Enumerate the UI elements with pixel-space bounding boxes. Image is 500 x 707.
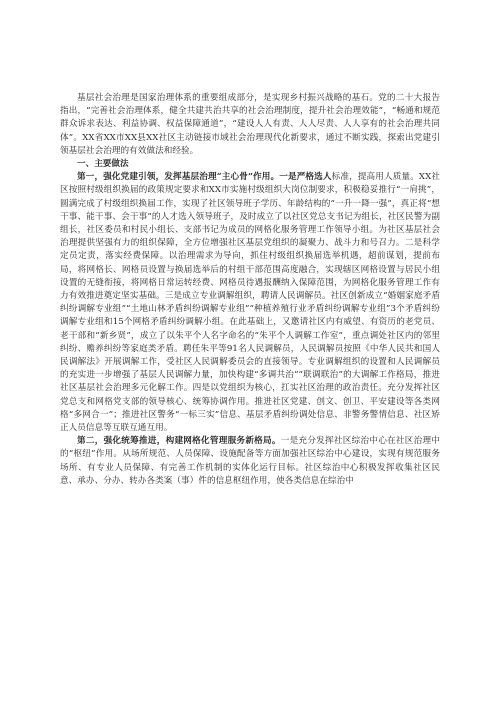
paragraph-2-lead: 第二，强化统筹推进，构建网格化管理服务新格局。 (77, 436, 281, 447)
paragraph-2 (60, 435, 440, 488)
intro-paragraph: 基层社会治理是国家治理体系的重要组成部分，是实现乡村振兴战略的基石。党的二十大报告指出，“完善社会治理体系，健全共建共治共享的社会治理制度，提升社会治理效能”，“畅通和规范群众诉求表达、利益协调、权益保障通道”，“建设人人有责、人人尽责、人人享有的社会治理共同体”。XX省XX市XX县XX社区主动链接市域社会治理现代化新要求，通过不断实践，探索出党建引领基层社会治理的有效做法和经验。 (60, 93, 440, 156)
section-heading: 一、主要做法 (77, 159, 129, 170)
paragraph-1-lead: 第一，强化党建引领，发挥基层治理“主心骨”作用。一是严格选人 (77, 172, 332, 183)
paragraph-1 (60, 171, 440, 435)
paragraph-1-text: 标准，提高用人质量。XX社区按照村级组织换届的政策规定要求和XX市实施村级组织大岗位制要求，积极稳妥推行“一肩挑”，圆满完成了村级组织换届工作，实现了社区领导班子学历、年龄结构的“一升一降一强”，真正将“想干事、能干事、会干事”的人才选入领导班子，及时成立了以社区党总支书记为组长，社区民警为副组长，社区委员和村民小组长、支部书记为成员的网格化服务管理工作领导小组。为社区基层社会治理提供坚强有力的组织保障，全方位增强社区基层党组织的凝聚力、战斗力和号召力。二是科学定员定责，落实经费保障。以治理需求为导向，抓住村级组织换届选举机遇，超前谋划，提前布局，将网格长、网格员设置与换届选举后的村组干部范围高度融合，实现辖区网格设置与居民小组设置的无缝衔接，将网格日常运转经费、网格员待遇报酬纳入保障范围，为网格化服务管理工作有力有效推进奠定坚实基础。三是成立专业调解组织，聘请人民调解员。社区创新成立“婚姻家庭矛盾纠纷调解专业组”“土地山林矛盾纠纷调解专业组”“种植养殖行业矛盾纠纷调解专业组”3个矛盾纠纷调解专业组和15个网格矛盾纠纷调解小组。在此基础上，又邀请社区内有威望、有资历的老党员、老干部和“新乡贤”，成立了以朱平个人名字命名的“朱平个人调解工作室”，重点调处社区内的邻里纠纷、赡养纠纷等家庭类矛盾。聘任朱平等91名人民调解员，人民调解员按照《中华人民共和国人民调解法》开展调解工作，受社区人民调解委员会的直接领导。专业调解组织的设置和人民调解员的充实进一步增强了基层人民调解力量，加快构建“多调共治”“联调联治”的大调解工作格局，推进社区基层社会治理多元化解工作。四是以党组织为核心，扛实社区治理的政治责任。充分发挥社区党总支和网格党支部的领导核心、统筹协调作用。推进社区党建、创文、创卫、平安建设等各类网格“多网合一”；推进社区警务“一标三实”信息、基层矛盾纠纷调处信息、非警务警情信息、社区矫正人员信息等互联互通互用。 (60, 172, 440, 434)
paragraph-2-text: 一是充分发挥社区综治中心在社区治理中的“枢纽”作用。从场所规范、人员保障、设施配备等方面加强社区综治中心建设，实现有规范服务场所、有专业人员保障、有完善工作机制的实体化运行目标。社区综治中心积极发挥收集社区民意、承办、分办、转办各类案（事）件的信息枢纽作用，使各类信息在综治中 (60, 436, 440, 486)
